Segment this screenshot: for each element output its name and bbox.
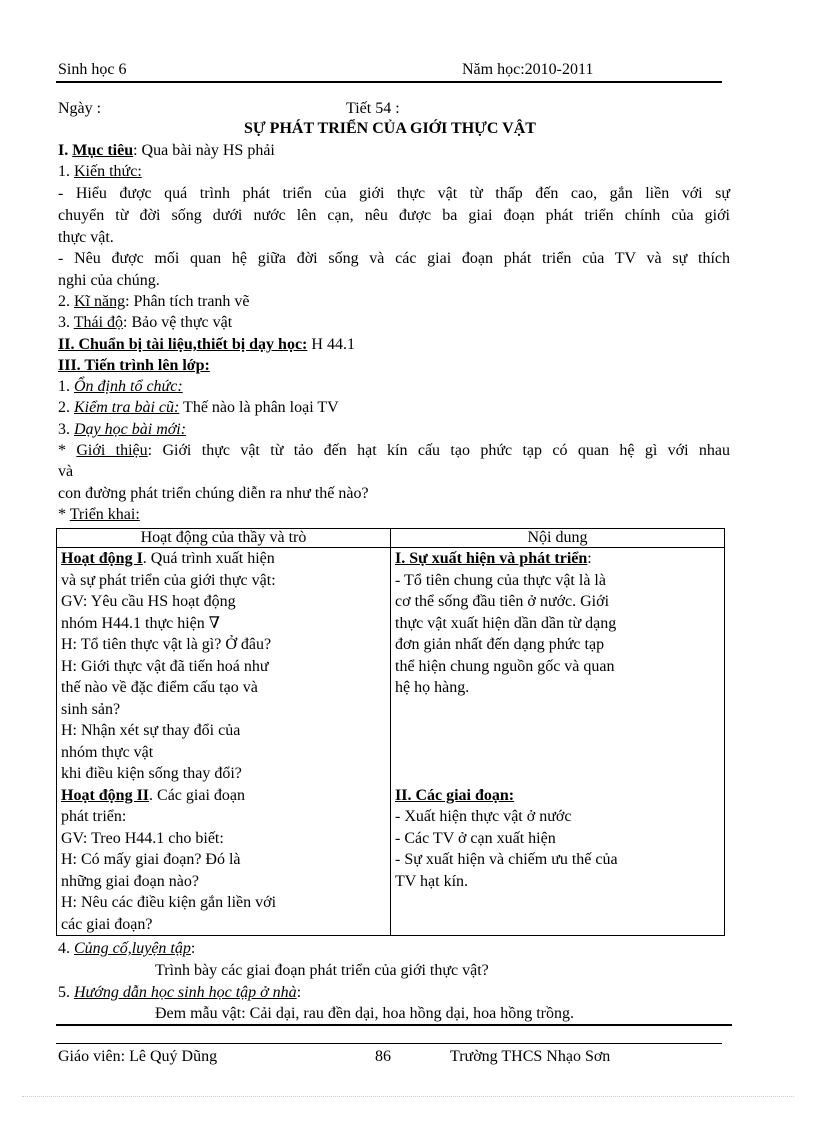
activity-line: khi điều kiện sống thay đổi?: [61, 765, 242, 782]
footer-rule: [56, 1043, 722, 1044]
content-1-title: I. Sự xuất hiện và phát triển: [395, 550, 588, 567]
prep-line: [58, 335, 355, 355]
attitude-rest: : Bảo vệ thực vật: [123, 314, 233, 331]
activity-line: GV: Treo H44.1 cho biết:: [61, 829, 224, 847]
activity-2-title: Hoạt động II: [61, 786, 150, 804]
consolidate-text: Trình bày các giai đoạn phát triển của giới thực vật?: [155, 962, 489, 979]
intro-text: : Giới thực vật từ tảo đến hạt kín cấu tạo phức tạp có quan hệ gì với nhau: [147, 442, 731, 459]
content-line: - Các TV ở cạn xuất hiện: [395, 829, 556, 847]
step-2-rest: Thế nào là phân loại TV: [179, 399, 339, 416]
attitude-line: [58, 313, 232, 333]
table-header-row: [57, 529, 725, 548]
activity-line: H: Nhận xét sự thay đổi của: [61, 722, 241, 739]
footer-school: Trường THCS Nhạo Sơn: [450, 1048, 611, 1065]
intro-line: [58, 441, 730, 461]
consolidate-heading: [58, 939, 195, 959]
lesson-table: [56, 528, 725, 936]
knowledge-line: thực vật.: [58, 229, 114, 246]
activity-line: H: Nêu các điều kiện gắn liền với: [61, 894, 277, 911]
content-end-rule: [56, 1024, 732, 1026]
knowledge-line: chuyển từ đời sống dưới nước lên cạn, nêu được ba giai đoạn phát triển chính của giới: [58, 207, 730, 224]
knowledge-num: 1.: [58, 163, 70, 180]
activity-line: nhóm H44.1 thực hiện ∇: [61, 614, 220, 632]
intro-line: và: [58, 463, 74, 480]
attitude-title: Thái độ: [73, 314, 124, 331]
content-1-heading: [395, 548, 720, 570]
footer-page-number: 86: [375, 1048, 391, 1065]
homework-text: Đem mẫu vật: Cải dại, rau đền dại, hoa hồng dại, hoa hồng trồng.: [155, 1005, 575, 1022]
skills-title: Kĩ năng: [74, 293, 126, 310]
objectives-num: I.: [58, 142, 69, 159]
content-spacer: [395, 699, 720, 721]
step-1: [58, 377, 183, 397]
page-boundary: [22, 1096, 794, 1097]
activity-line: thế nào về đặc điểm cấu tạo và: [61, 679, 258, 696]
skills-num: 2.: [58, 293, 70, 310]
step-2-label: Kiểm tra bài cũ:: [74, 399, 180, 416]
step-1-label: Ổn định tổ chức:: [74, 378, 183, 395]
content-line: - Sự xuất hiện và chiếm ưu thế của: [395, 851, 618, 868]
homework-label: Hướng dẫn học sinh học tập ở nhà: [74, 984, 297, 1001]
header-rule: [56, 81, 722, 83]
activity-line: nhóm thực vật: [61, 743, 154, 761]
prep-heading: II. Chuẩn bị tài liệu,thiết bị dạy học:: [58, 336, 308, 353]
activity-line: và sự phát triển của giới thực vật:: [61, 571, 276, 589]
content-line: đơn giản nhất đến dạng phức tạp: [395, 636, 605, 653]
skills-rest: : Phân tích tranh vẽ: [125, 293, 250, 310]
content-1-colon: :: [587, 550, 592, 567]
col-content-header: Nội dung: [391, 529, 725, 548]
consolidate-num: 4.: [58, 940, 70, 957]
skills-line: [58, 292, 250, 312]
activity-1-rest: . Quá trình xuất hiện: [142, 550, 275, 567]
content-line: - Xuất hiện thực vật ở nước: [395, 808, 572, 825]
activity-1-title: Hoạt động I: [61, 550, 143, 567]
objectives-rest: : Qua bài này HS phải: [133, 142, 275, 159]
objectives-title: Mục tiêu: [72, 142, 134, 159]
content-spacer: [395, 720, 720, 742]
knowledge-title: Kiến thức:: [74, 163, 142, 180]
footer-teacher: Giáo viên: Lê Quý Dũng: [58, 1048, 218, 1065]
consolidate-label: Củng cố,luyện tập: [74, 940, 191, 957]
process-heading: III. Tiến trình lên lớp:: [58, 357, 210, 374]
header-school-year: Năm học:2010-2011: [462, 61, 594, 78]
table-row: [57, 548, 725, 936]
deploy-line: [58, 505, 140, 525]
consolidate-colon: :: [190, 940, 196, 957]
activity-line: H: Giới thực vật đã tiến hoá như: [61, 657, 269, 675]
content-line: hệ họ hàng.: [395, 679, 470, 696]
activity-line: H: Tổ tiên thực vật là gì? Ở đâu?: [61, 636, 272, 653]
deploy-label: Triển khai:: [69, 506, 140, 523]
content-line: thực vật xuất hiện dần dần từ dạng: [395, 614, 617, 632]
knowledge-line: nghi của chúng.: [58, 272, 160, 289]
activity-line: phát triển:: [61, 808, 127, 825]
content-line: cơ thể sống đầu tiên ở nước. Giới: [395, 593, 610, 610]
activity-line: H: Có mấy giai đoạn? Đó là: [61, 851, 241, 868]
knowledge-heading: [58, 162, 142, 182]
content-spacer: [395, 742, 720, 764]
knowledge-line: - Nêu được mối quan hệ giữa đời sống và các giai đoạn phát triển của TV và sự thích: [58, 250, 730, 267]
period-label: Tiết 54 :: [346, 100, 400, 117]
activity-1-heading: [61, 548, 386, 570]
activity-cell: [57, 548, 391, 936]
activity-line: sinh sản?: [61, 700, 121, 718]
activity-line: những giai đoạn nào?: [61, 872, 199, 890]
prep-rest: H 44.1: [307, 336, 355, 353]
deploy-star: *: [58, 506, 70, 523]
intro-label: Giới thiệu: [76, 442, 148, 459]
content-spacer: [395, 763, 720, 785]
content-line: TV hạt kín.: [395, 872, 469, 890]
homework-colon: :: [296, 984, 302, 1001]
knowledge-line: - Hiểu được quá trình phát triển của giới thực vật từ thấp đến cao, gắn liền với sự: [58, 185, 730, 202]
step-3-label: Dạy học bài mới:: [74, 421, 187, 438]
activity-line: các giai đoạn?: [61, 915, 153, 933]
date-label: Ngày :: [58, 100, 102, 117]
content-cell: [391, 548, 725, 936]
content-line: - Tổ tiên chung của thực vật là là: [395, 571, 606, 589]
attitude-num: 3.: [58, 314, 70, 331]
activity-line: GV: Yêu cầu HS hoạt động: [61, 593, 236, 610]
step-1-num: 1.: [58, 378, 70, 395]
intro-line: con đường phát triển chúng diễn ra như thế nào?: [58, 485, 369, 502]
content-2-heading: [395, 785, 720, 807]
col-activity-header: Hoạt động của thầy và trò: [57, 529, 391, 548]
activity-2-rest: . Các giai đoạn: [149, 786, 245, 804]
homework-num: 5.: [58, 984, 70, 1001]
activity-2-heading: [61, 785, 386, 807]
step-2-num: 2.: [58, 399, 70, 416]
homework-heading: [58, 983, 301, 1003]
step-2: [58, 398, 339, 418]
header-subject: Sinh học 6: [58, 61, 127, 78]
step-3-num: 3.: [58, 421, 70, 438]
objectives-heading: [58, 141, 275, 161]
content-line: thể hiện chung nguồn gốc và quan: [395, 657, 615, 675]
page-title: SỰ PHÁT TRIỂN CỦA GIỚI THỰC VẬT: [244, 120, 536, 137]
step-3: [58, 420, 186, 440]
intro-star: *: [58, 442, 77, 459]
content-2-title: II. Các giai đoạn:: [395, 786, 515, 804]
